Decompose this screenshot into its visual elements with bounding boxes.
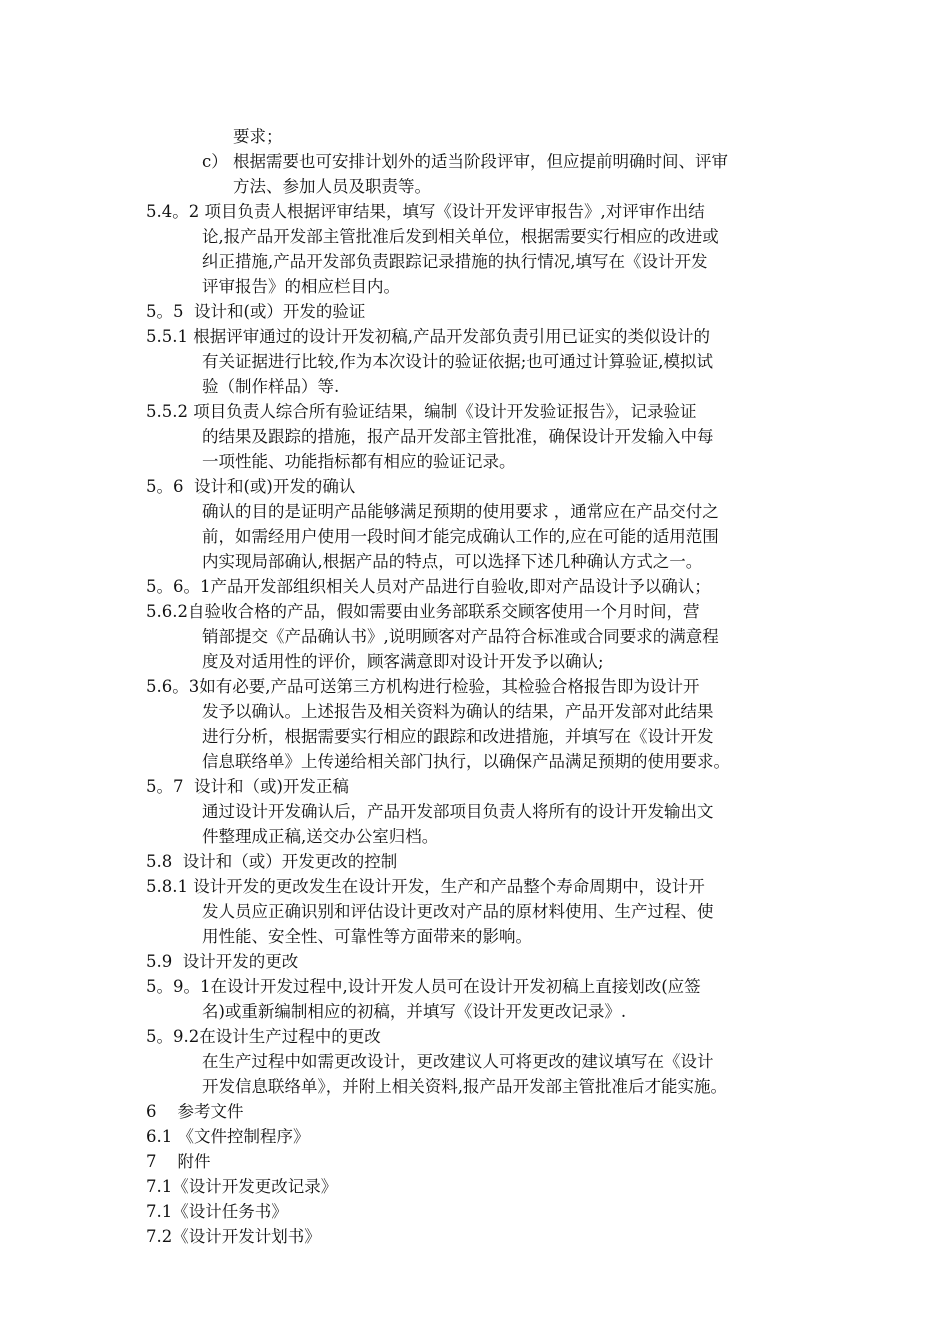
- text-line: 开发信息联络单》，并附上相关资料,报产品开发部主管批准后才能实施。: [202, 1077, 727, 1096]
- text-line: 一项性能、功能指标都有相应的验证记录。: [202, 452, 516, 471]
- text-line: 件整理成正稿,送交办公室归档。: [202, 827, 439, 846]
- text-line: 用性能、安全性、可靠性等方面带来的影响。: [202, 927, 532, 946]
- section-5-9-2: 5。9.2在设计生产过程中的更改: [146, 1027, 381, 1046]
- attachment-item: 7.1《设计任务书》: [146, 1202, 288, 1221]
- text-line: 论,报产品开发部主管批准后发到相关单位，根据需要实行相应的改进或: [202, 227, 719, 246]
- text-line: 内实现局部确认,根据产品的特点，可以选择下述几种确认方式之一。: [202, 552, 703, 571]
- text-line: 前，如需经用户使用一段时间才能完成确认工作的,应在可能的适用范围: [202, 527, 719, 546]
- section-5-6-3: 5.6。3如有必要,产品可送第三方机构进行检验，其检验合格报告即为设计开: [146, 677, 700, 696]
- reference-item: 6.1 《文件控制程序》: [146, 1127, 310, 1146]
- section-heading-5-6: 5。6 设计和(或)开发的确认: [146, 477, 356, 496]
- section-heading-5-5: 5。5 设计和(或）开发的验证: [146, 302, 366, 321]
- section-heading-5-8: 5.8 设计和（或）开发更改的控制: [146, 852, 398, 871]
- section-5-4-2: 5.4。2 项目负责人根据评审结果，填写《设计开发评审报告》,对评审作出结: [146, 202, 705, 221]
- list-item-c: c） 根据需要也可安排计划外的适当阶段评审，但应提前明确时间、评审: [202, 152, 728, 171]
- text-line: 确认的目的是证明产品能够满足预期的使用要求 ，通常应在产品交付之: [202, 502, 719, 521]
- text-line: 评审报告》的相应栏目内。: [202, 277, 400, 296]
- text-line: 度及对适用性的评价，顾客满意即对设计开发予以确认;: [202, 652, 604, 671]
- attachment-item: 7.1《设计开发更改记录》: [146, 1177, 338, 1196]
- text-line: 发予以确认。上述报告及相关资料为确认的结果，产品开发部对此结果: [202, 702, 714, 721]
- text-line: 信息联络单》上传递给相关部门执行，以确保产品满足预期的使用要求。: [202, 752, 730, 771]
- text-line: 在生产过程中如需更改设计，更改建议人可将更改的建议填写在《设计: [202, 1052, 714, 1071]
- text-line: 发人员应正确识别和评估设计更改对产品的原材料使用、生产过程、使: [202, 902, 714, 921]
- section-5-8-1: 5.8.1 设计开发的更改发生在设计开发，生产和产品整个寿命周期中，设计开: [146, 877, 705, 896]
- text-line: 进行分析，根据需要实行相应的跟踪和改进措施，并填写在《设计开发: [202, 727, 714, 746]
- section-5-5-1: 5.5.1 根据评审通过的设计开发初稿,产品开发部负责引用已证实的类似设计的: [146, 327, 710, 346]
- section-5-6-1: 5。6。1产品开发部组织相关人员对产品进行自验收,即对产品设计予以确认；: [146, 577, 711, 596]
- text-line: 要求；: [233, 127, 283, 146]
- text-line: 销部提交《产品确认书》,说明顾客对产品符合标准或合同要求的满意程: [202, 627, 719, 646]
- section-heading-5-9: 5.9 设计开发的更改: [146, 952, 299, 971]
- section-5-6-2: 5.6.2自验收合格的产品，假如需要由业务部联系交顾客使用一个月时间，营: [146, 602, 700, 621]
- text-line: 验（制作样品）等.: [202, 377, 340, 396]
- text-line: 纠正措施,产品开发部负责跟踪记录措施的执行情况,填写在《设计开发: [202, 252, 708, 271]
- section-heading-6: 6 参考文件: [146, 1102, 244, 1121]
- text-line: 的结果及跟踪的措施，报产品开发部主管批准，确保设计开发输入中每: [202, 427, 714, 446]
- text-line: 有关证据进行比较,作为本次设计的验证依据;也可通过计算验证,模拟试: [202, 352, 714, 371]
- text-line: 名)或重新编制相应的初稿，并填写《设计开发更改记录》.: [202, 1002, 627, 1021]
- section-heading-7: 7 附件: [146, 1152, 211, 1171]
- section-5-9-1: 5。9。1在设计开发过程中,设计开发人员可在设计开发初稿上直接划改(应签: [146, 977, 701, 996]
- text-line: 通过设计开发确认后，产品开发部项目负责人将所有的设计开发输出文: [202, 802, 714, 821]
- section-heading-5-7: 5。7 设计和（或)开发正稿: [146, 777, 349, 796]
- text-line: 方法、参加人员及职责等。: [233, 177, 431, 196]
- section-5-5-2: 5.5.2 项目负责人综合所有验证结果，编制《设计开发验证报告》，记录验证: [146, 402, 697, 421]
- attachment-item: 7.2《设计开发计划书》: [146, 1227, 321, 1246]
